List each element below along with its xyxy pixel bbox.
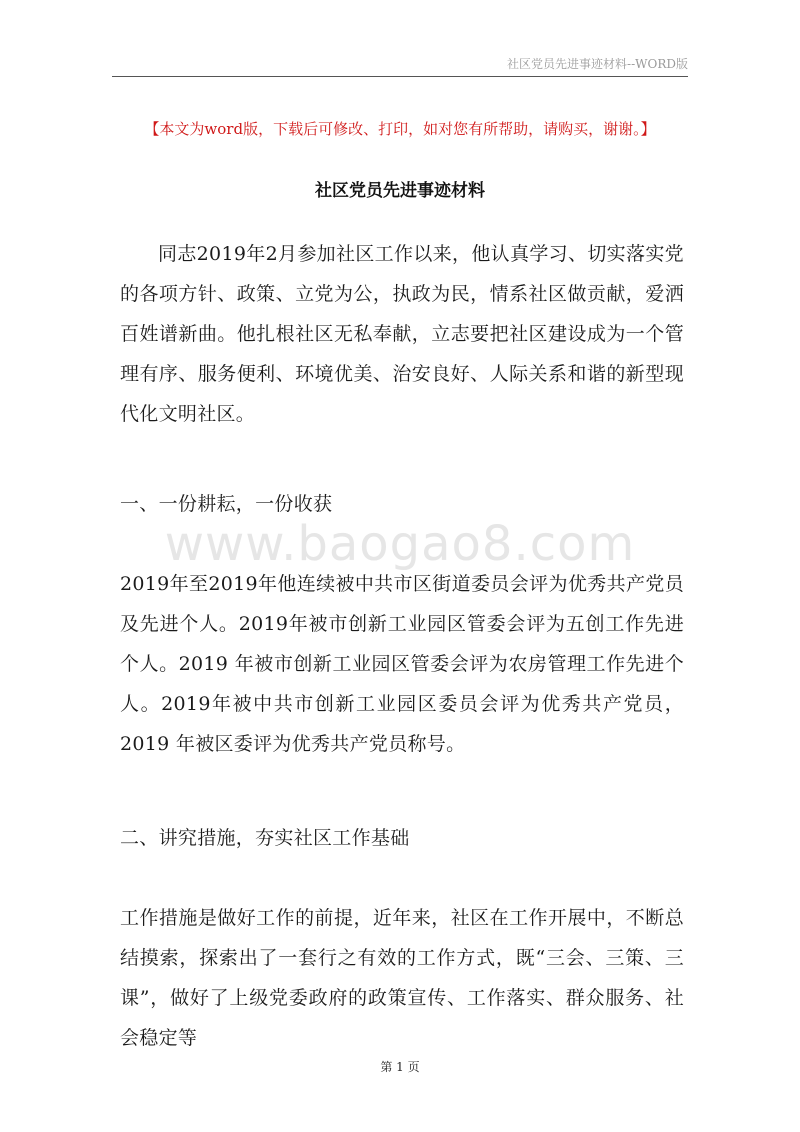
section-2-body: 工作措施是做好工作的前提，近年来，社区在工作开展中，不断总结摸索，探索出了一套行之有效的工作方式，既“三会、三策、三课”，做好了上级党委政府的政策宣传、工作落实、群众服务、社会稳定等: [120, 907, 684, 1049]
page-number: 第 1 页: [380, 1060, 420, 1074]
purchase-notice: 【本文为word版，下载后可修改、打印，如对您有所帮助，请购买，谢谢。】: [144, 120, 656, 138]
watermark: www.baogao8.com: [164, 516, 636, 572]
section-1-body: 2019年至2019年他连续被中共市区街道委员会评为优秀共产党员及先进个人。2019年被市创新工业园区管委会评为五创工作先进个人。2019 年被市创新工业园区管委会评为农房管理工作先进个人。2019年被中共市创新工业园区委员会评为优秀共产党员，2019 年被区委评为优秀共产党员称号。: [120, 573, 684, 755]
header-divider: [112, 76, 688, 77]
section-2-heading: 二、讲究措施，夯实社区工作基础: [120, 827, 410, 849]
running-header: 社区党员先进事迹材料--WORD版: [507, 57, 688, 71]
section-1-heading: 一、一份耕耘，一份收获: [120, 493, 333, 515]
document-title: 社区党员先进事迹材料: [315, 181, 485, 201]
intro-paragraph: 同志2019年2月参加社区工作以来，他认真学习、切实落实党的各项方针、政策、立党为公，执政为民，情系社区做贡献，爱洒百姓谱新曲。他扎根社区无私奉献，立志要把社区建设成为一个管理有序、服务便利、环境优美、治安良好、人际关系和谐的新型现代化文明社区。: [120, 243, 684, 425]
